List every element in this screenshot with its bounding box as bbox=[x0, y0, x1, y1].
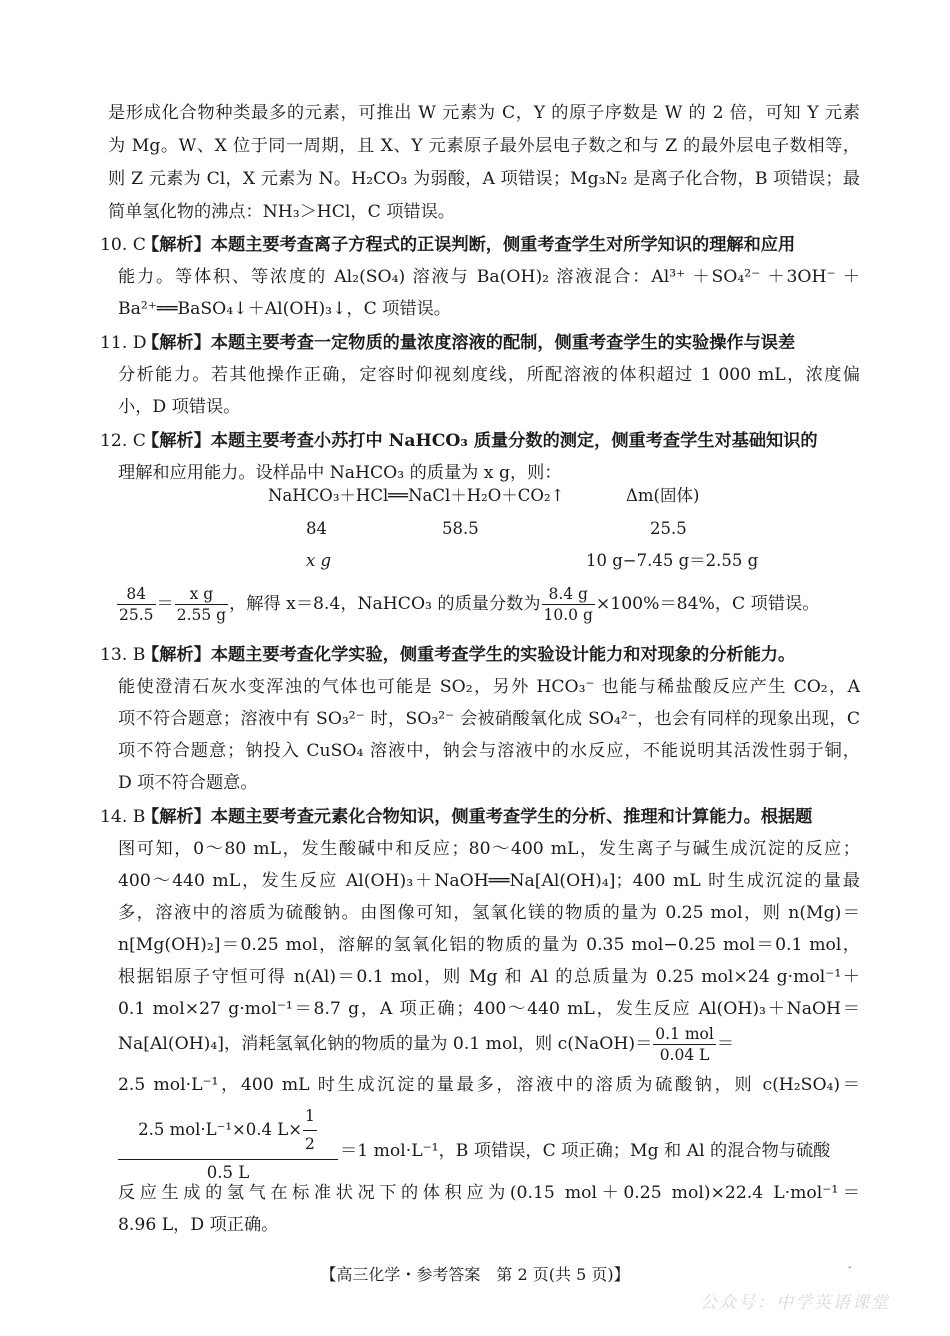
question-13 bbox=[100, 642, 852, 668]
denominator: 2 bbox=[305, 1135, 315, 1153]
text-line: D 项不符合题意。 bbox=[118, 773, 258, 793]
fraction-line bbox=[118, 1020, 860, 1068]
question-number: 13. B bbox=[100, 645, 146, 665]
coefficient-value: 58.5 bbox=[442, 519, 479, 538]
numerator: 1 bbox=[303, 1104, 317, 1131]
coefficient-value: 25.5 bbox=[650, 519, 687, 538]
denominator: 2.55 g bbox=[176, 606, 227, 624]
half-fraction bbox=[303, 1104, 317, 1157]
text-span: ×100%＝84%，C 项错误。 bbox=[595, 594, 820, 614]
text-line: 小，D 项错误。 bbox=[118, 397, 241, 417]
text-line: n[Mg(OH)₂]＝0.25 mol，溶解的氢氧化铝的物质的量为 0.35 mol−0.25 mol＝0.1 mol， bbox=[118, 935, 860, 955]
page-footer: 【高三化学・参考答案 第 2 页(共 5 页)】 bbox=[320, 1265, 630, 1284]
text-line: 简单氢化物的沸点：NH₃＞HCl，C 项错误。 bbox=[108, 202, 455, 222]
question-12 bbox=[100, 428, 852, 454]
equals-sign: ＝ bbox=[156, 594, 174, 614]
numerator: 8.4 g bbox=[542, 584, 595, 605]
corner-mark: ‐ bbox=[848, 1262, 852, 1273]
coefficient-value: 84 bbox=[306, 519, 327, 538]
text-line: 则 Z 元素为 Cl，X 元素为 N。H₂CO₃ 为弱酸，A 项错误；Mg₃N₂ 是离子化合物，B 项错误；最 bbox=[108, 169, 860, 189]
fraction bbox=[542, 584, 595, 625]
text-line: 能力。等体积、等浓度的 Al₂(SO₄) 溶液与 Ba(OH)₂ 溶液混合：Al³⁺ ＋SO₄²⁻ ＋3OH⁻ ＋ bbox=[118, 267, 860, 287]
text-line: 反应生成的氢气在标准状况下的体积应为(0.15 mol＋0.25 mol)×22.4 L·mol⁻¹＝ bbox=[118, 1183, 860, 1203]
text-line: 分析能力。若其他操作正确，定容时仰视刻度线，所配溶液的体积超过 1 000 mL，浓度偏 bbox=[118, 365, 860, 385]
text-line: 根据铝原子守恒可得 n(Al)＝0.1 mol，则 Mg 和 Al 的总质量为 0.25 mol×24 g·mol⁻¹＋ bbox=[118, 967, 860, 987]
denominator: 0.5 L bbox=[206, 1163, 250, 1182]
mass-difference: 10 g−7.45 g＝2.55 g bbox=[586, 551, 759, 570]
reaction-equation: NaHCO₃＋HCl══NaCl＋H₂O＋CO₂↑ bbox=[268, 486, 565, 505]
denominator: 10.0 g bbox=[543, 606, 593, 624]
text-line: 项不符合题意；溶液中有 SO₃²⁻ 时，SO₃²⁻ 会被硝酸氧化成 SO₄²⁻，也会有同样的现象出现，C bbox=[118, 709, 860, 729]
analysis-heading: 【解析】本题主要考查小苏打中 NaHCO₃ 质量分数的测定，侧重考查学生对基础知识的 bbox=[142, 431, 818, 451]
text-line: 8.96 L，D 项正确。 bbox=[118, 1215, 279, 1235]
big-fraction bbox=[118, 1104, 338, 1186]
unknown-value: x g bbox=[306, 551, 332, 570]
equals-sign: ＝ bbox=[716, 1034, 735, 1054]
text-line: 多，溶液中的溶质为硫酸钠。由图像可知，氢氧化镁的物质的量为 0.25 mol，则 n(Mg)＝ bbox=[118, 903, 860, 923]
denominator: 25.5 bbox=[119, 606, 154, 624]
numerator: x g bbox=[175, 584, 228, 605]
numerator bbox=[118, 1104, 338, 1160]
watermark: 公众号：中学英语课堂 bbox=[700, 1293, 890, 1313]
text-line: 是形成化合物种类最多的元素，可推出 W 元素为 C，Y 的原子序数是 W 的 2 倍，可知 Y 元素 bbox=[108, 103, 860, 123]
question-number: 14. B bbox=[100, 807, 146, 827]
question-number: 11. D bbox=[100, 333, 147, 353]
text-line: ＝1 mol·L⁻¹，B 项错误，C 项正确；Mg 和 Al 的混合物与硫酸 bbox=[340, 1141, 831, 1161]
numerator: 0.1 mol bbox=[655, 1025, 714, 1043]
text-line: 0.1 mol×27 g·mol⁻¹＝8.7 g，A 项正确；400～440 mL，发生反应 Al(OH)₃＋NaOH＝ bbox=[118, 999, 860, 1019]
numerator-text: 2.5 mol·L⁻¹×0.4 L× bbox=[138, 1120, 303, 1139]
question-14 bbox=[100, 804, 852, 830]
text-line: 2.5 mol·L⁻¹，400 mL 时生成沉淀的量最多，溶液中的溶质为硫酸钠，则 c(H₂SO₄)＝ bbox=[118, 1075, 860, 1095]
text-span: ，解得 x＝8.4，NaHCO₃ 的质量分数为 bbox=[229, 594, 541, 614]
question-number: 10. C bbox=[100, 235, 146, 255]
analysis-heading: 【解析】本题主要考查元素化合物知识，侧重考查学生的分析、推理和计算能力。根据题 bbox=[142, 807, 813, 827]
question-10 bbox=[100, 232, 852, 258]
text-line: 能使澄清石灰水变浑浊的气体也可能是 SO₂，另外 HCO₃⁻ 也能与稀盐酸反应产生 CO₂，A bbox=[118, 677, 860, 697]
fraction bbox=[653, 1024, 716, 1065]
question-number: 12. C bbox=[100, 431, 146, 451]
question-11 bbox=[100, 330, 852, 356]
analysis-heading: 【解析】本题主要考查离子方程式的正误判断，侧重考查学生对所学知识的理解和应用 bbox=[142, 235, 796, 255]
analysis-heading: 【解析】本题主要考查一定物质的量浓度溶液的配制，侧重考查学生的实验操作与误差 bbox=[142, 333, 796, 353]
numerator: 84 bbox=[117, 584, 156, 605]
text-span: Na[Al(OH)₄]，消耗氢氧化钠的物质的量为 0.1 mol，则 c(NaOH)＝ bbox=[118, 1034, 653, 1054]
analysis-heading: 【解析】本题主要考查化学实验，侧重考查学生的实验设计能力和对现象的分析能力。 bbox=[142, 645, 796, 665]
text-line: 项不符合题意；钠投入 CuSO₄ 溶液中，钠会与溶液中的水反应，不能说明其活泼性弱于铜， bbox=[118, 741, 860, 761]
fraction bbox=[175, 584, 228, 625]
text-line: 400～440 mL，发生反应 Al(OH)₃＋NaOH══Na[Al(OH)₄]；400 mL 时生成沉淀的量最 bbox=[118, 871, 860, 891]
text-line: 理解和应用能力。设样品中 NaHCO₃ 的质量为 x g，则： bbox=[118, 463, 562, 483]
text-line: Ba²⁺══BaSO₄↓＋Al(OH)₃↓，C 项错误。 bbox=[118, 299, 451, 319]
fraction-line bbox=[116, 580, 868, 628]
denominator: 0.04 L bbox=[659, 1046, 710, 1064]
fraction bbox=[117, 584, 156, 625]
delta-m-label: Δm(固体) bbox=[626, 486, 700, 505]
text-line: 为 Mg。W、X 位于同一周期，且 X、Y 元素原子最外层电子数之和与 Z 的最外层电子数相等， bbox=[108, 136, 860, 156]
text-line: 图可知，0～80 mL，发生酸碱中和反应；80～400 mL，发生离子与碱生成沉淀的反应； bbox=[118, 839, 860, 859]
